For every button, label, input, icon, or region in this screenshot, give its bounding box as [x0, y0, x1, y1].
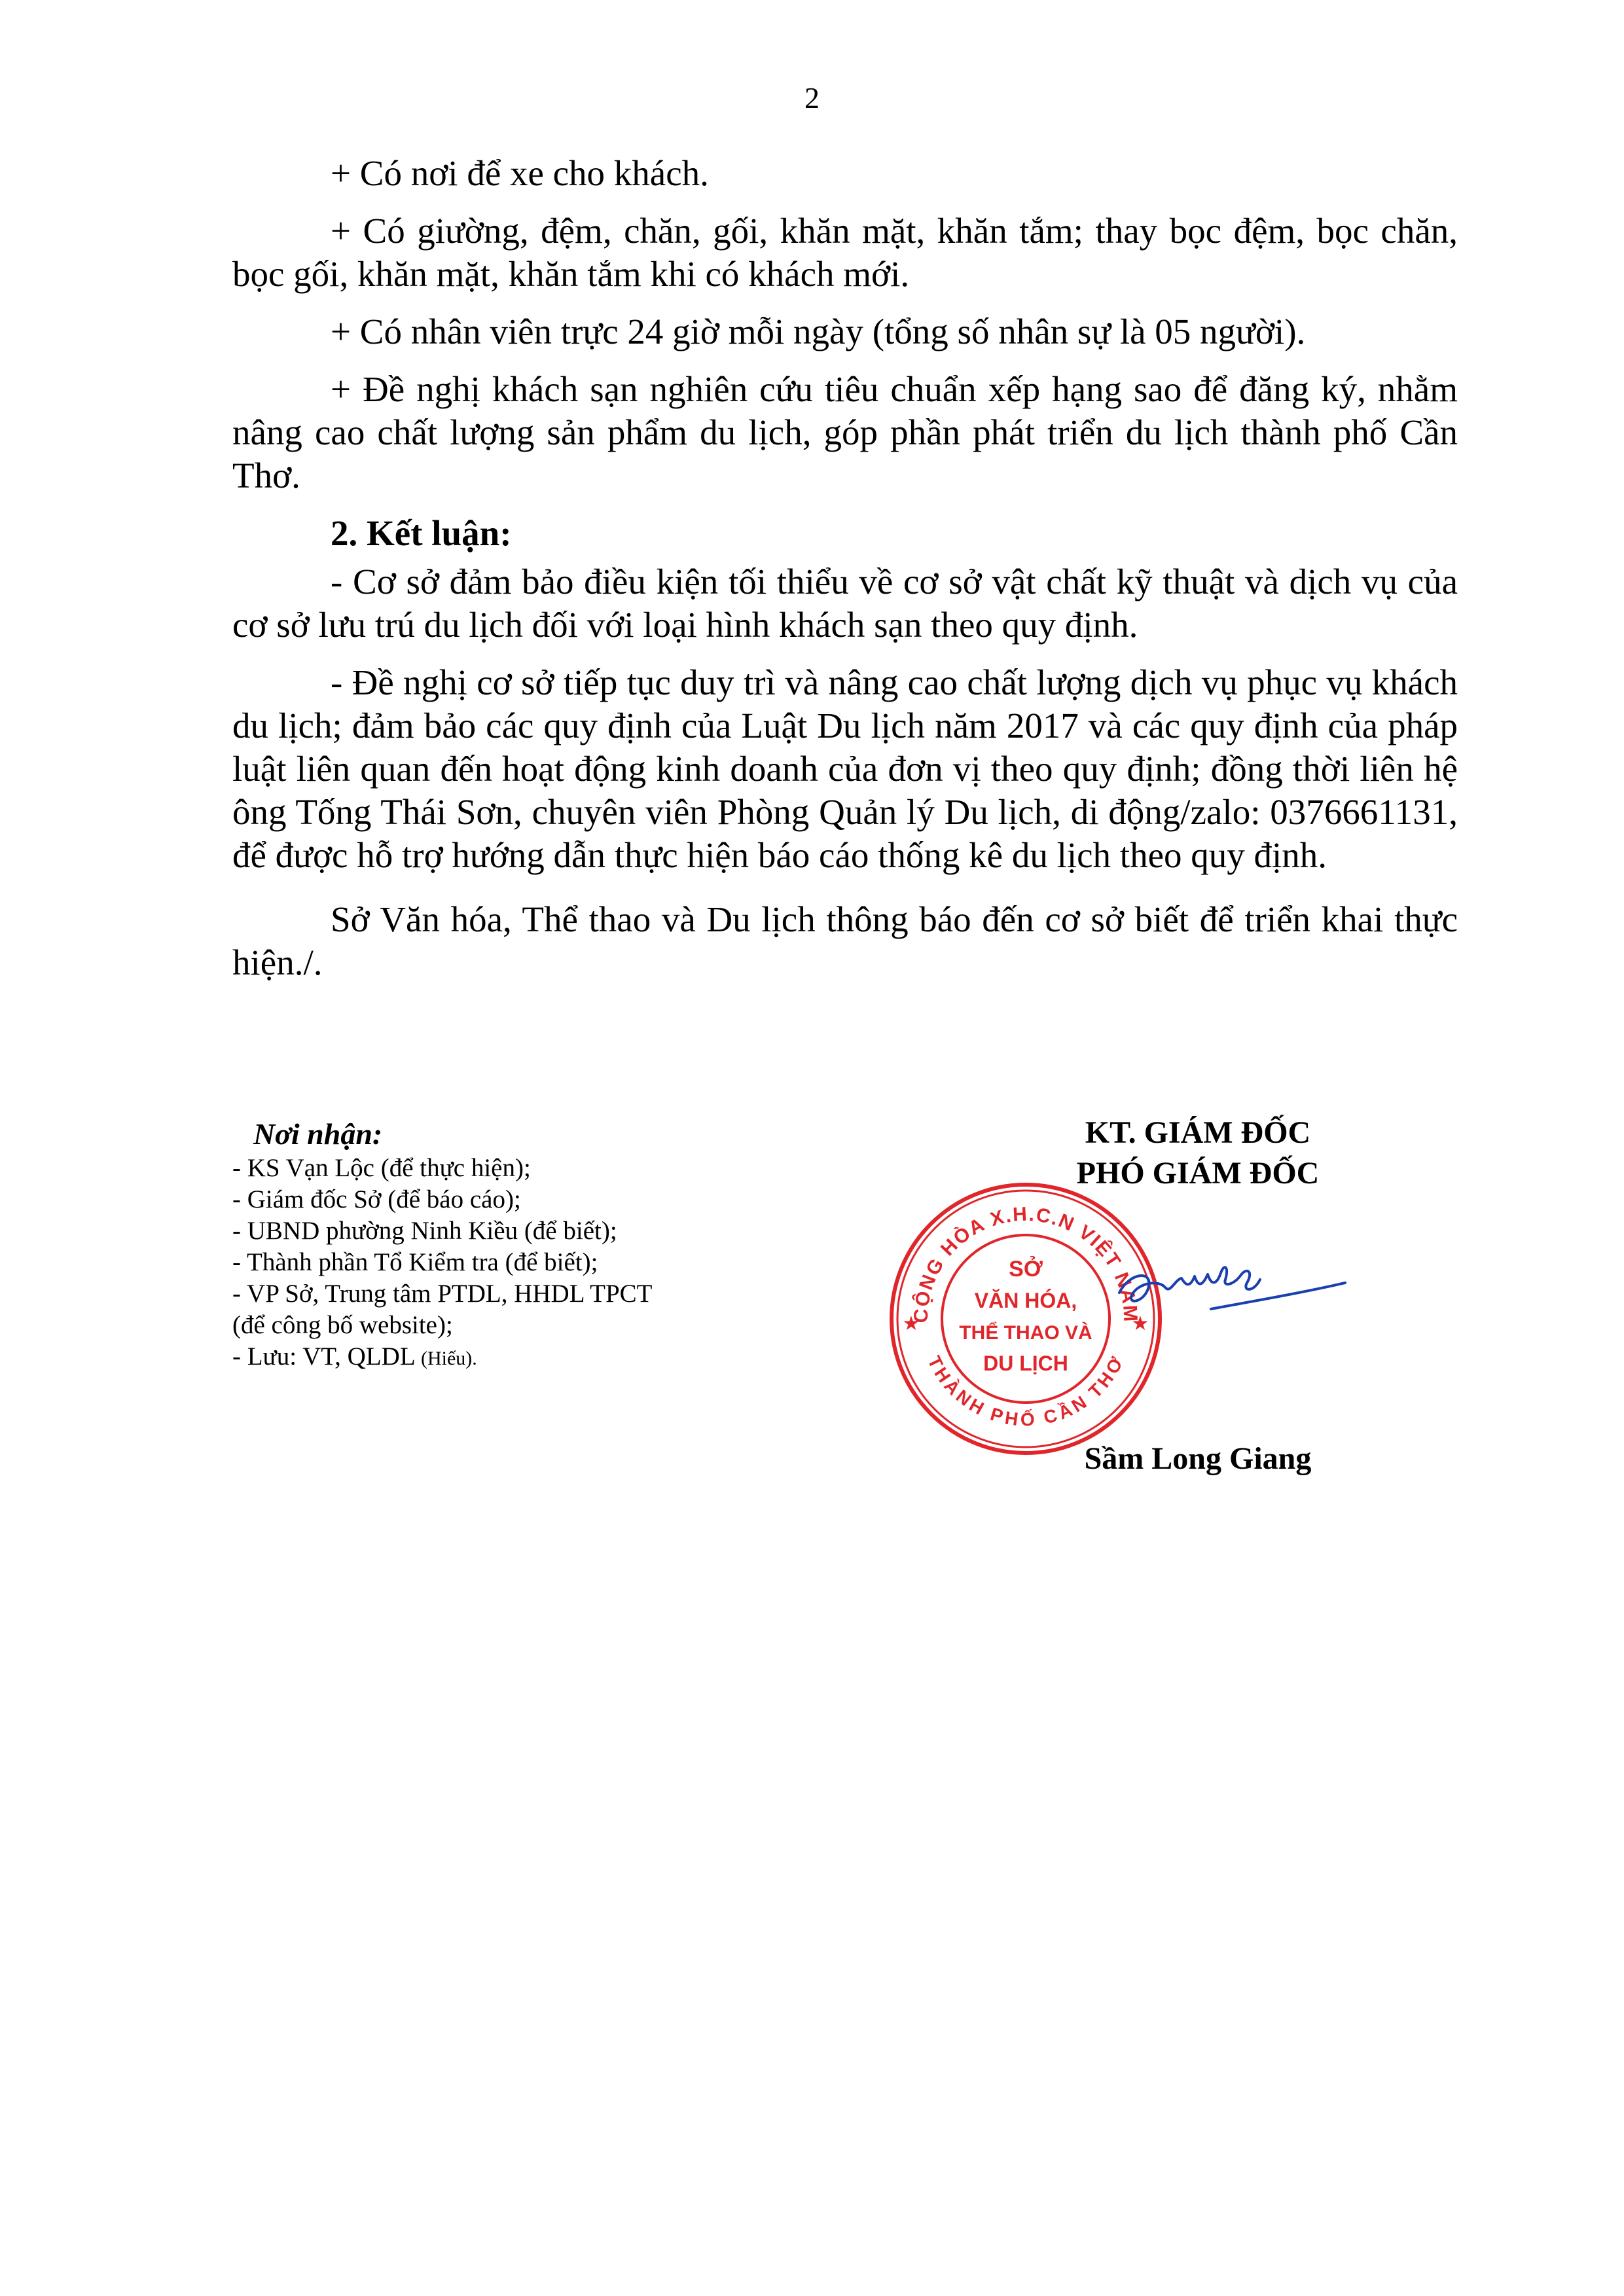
signature-title-line1: KT. GIÁM ĐỐC — [1085, 1115, 1311, 1150]
paragraph-staff: + Có nhân viên trực 24 giờ mỗi ngày (tổng số nhân sự là 05 người). — [331, 312, 1306, 351]
paragraph-bedding: + Có giường, đệm, chăn, gối, khăn mặt, khăn tắm; thay bọc đệm, bọc chăn, bọc gối, khăn mặt, khăn tắm khi có khách mới. — [232, 211, 1458, 294]
page-number: 2 — [804, 81, 820, 115]
recipient-item: (để công bố website); — [232, 1311, 453, 1339]
recipient-item-archive — [232, 1341, 821, 1374]
handwritten-signature — [1113, 1247, 1348, 1325]
conclusion-paragraph-2: - Đề nghị cơ sở tiếp tục duy trì và nâng cao chất lượng dịch vụ phục vụ khách du lịch; đảm bảo các quy định của Luật Du lịch năm 2017 và các quy định của pháp luật liên quan đến hoạt động kinh doanh của đơn vị theo quy định; đồng thời liên hệ ông Tống Thái Sơn, chuyên viên Phòng Quản lý Du lịch, di động/zalo: 0376661131, để được hỗ trợ hướng dẫn thực hiện báo cáo thống kê du lịch theo quy định. — [232, 662, 1458, 875]
signer-name: Sầm Long Giang — [1084, 1441, 1312, 1476]
document-body — [232, 152, 1458, 999]
recipient-item: - KS Vạn Lộc (để thực hiện); — [232, 1154, 531, 1182]
stamp-line2: VĂN HÓA, — [974, 1289, 1077, 1312]
stamp-star-left: ★ — [902, 1312, 920, 1335]
recipient-item: - Giám đốc Sở (để báo cáo); — [232, 1185, 521, 1213]
paragraph-star-rating: + Đề nghị khách sạn nghiên cứu tiêu chuẩn xếp hạng sao để đăng ký, nhằm nâng cao chất lượng sản phẩm du lịch, góp phần phát triển du lịch thành phố Cần Thơ. — [232, 369, 1458, 495]
recipient-item: - VP Sở, Trung tâm PTDL, HHDL TPCT — [232, 1280, 653, 1308]
paragraph-parking: + Có nơi để xe cho khách. — [331, 153, 709, 193]
recipients-list — [232, 1153, 821, 1374]
stamp-line3: THỂ THAO VÀ — [959, 1322, 1092, 1344]
signature-title-line2: PHÓ GIÁM ĐỐC — [1076, 1156, 1320, 1191]
stamp-bottom-text: THÀNH PHỐ CẦN THƠ — [924, 1352, 1128, 1430]
archive-label: - Lưu: VT, QLDL — [232, 1342, 415, 1371]
conclusion-heading: 2. Kết luận: — [331, 513, 512, 553]
stamp-line1: SỞ — [1009, 1257, 1043, 1282]
stamp-line4: DU LỊCH — [983, 1352, 1068, 1375]
conclusion-paragraph-1: - Cơ sở đảm bảo điều kiện tối thiểu về cơ sở vật chất kỹ thuật và dịch vụ của cơ sở lưu trú du lịch đối với loại hình khách sạn theo quy định. — [232, 562, 1458, 645]
closing-paragraph: Sở Văn hóa, Thể thao và Du lịch thông báo đến cơ sở biết để triển khai thực hiện./. — [232, 899, 1458, 982]
recipient-item: - UBND phường Ninh Kiều (để biết); — [232, 1217, 617, 1245]
recipient-item: - Thành phần Tổ Kiểm tra (để biết); — [232, 1248, 598, 1276]
stamp-outer-text: CỘNG HÒA X.H.C.N VIỆT NAM — [910, 1203, 1142, 1323]
stamp-star-right: ★ — [1131, 1312, 1149, 1335]
recipients-title: Nơi nhận: — [253, 1117, 383, 1151]
archive-note: (Hiếu). — [420, 1348, 477, 1369]
recipients-block — [232, 1116, 821, 1374]
